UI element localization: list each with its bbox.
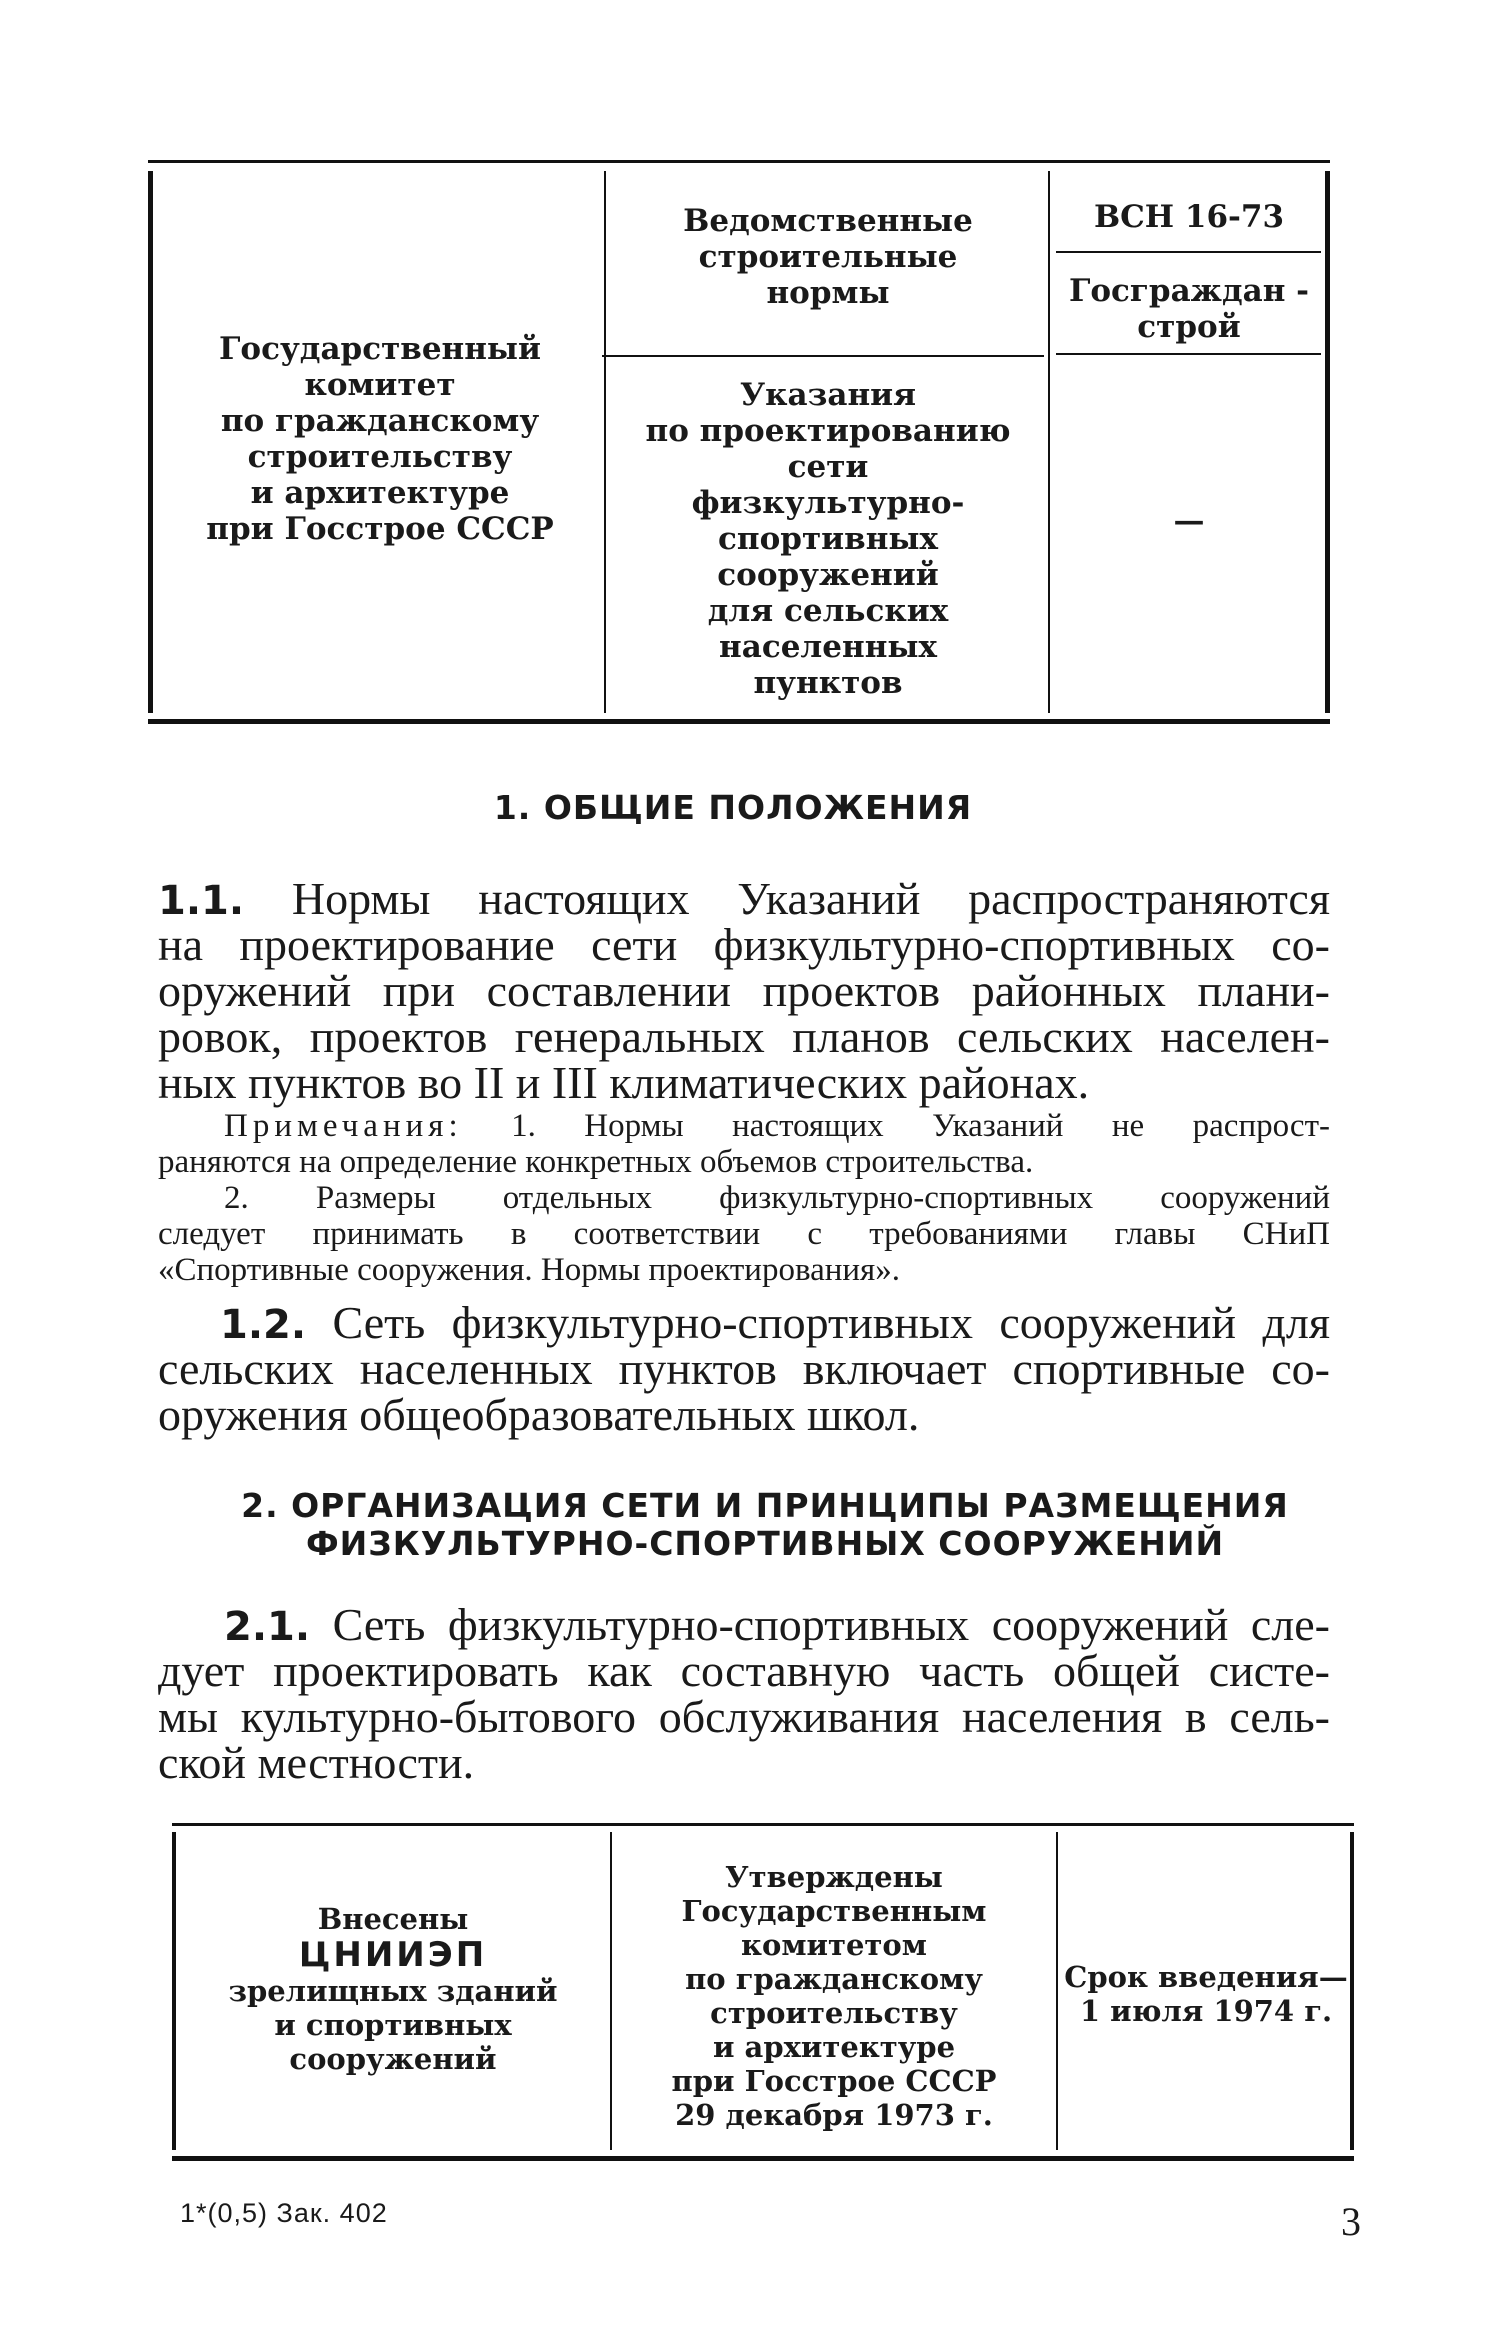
approval-table [172, 1823, 1354, 2161]
approved-line: по гражданскому [685, 1962, 983, 1996]
paragraph-line: сельских населенных пунктов включает спортивные со- [158, 1343, 1330, 1394]
doc-type-line: Ведомственные [683, 203, 973, 239]
approved-line: при Госстрое СССР [671, 2064, 997, 2098]
approved-line: комитетом [741, 1928, 927, 1962]
submitter-org: ЦНИИЭП [298, 1935, 488, 1975]
submitted-line: и спортивных [274, 2008, 512, 2042]
submitted-line: Внесены [317, 1902, 469, 1936]
approval-date: 29 декабря 1973 г. [675, 2098, 993, 2132]
replaces-cell [1054, 503, 1324, 539]
agency-line: по гражданскому [220, 403, 540, 439]
note-line: следует принимать в соответствии с требованиями главы СНиП [158, 1216, 1330, 1252]
row-divider [1056, 353, 1321, 355]
approved-line: Утверждены [725, 1860, 943, 1894]
doc-type-cell [610, 203, 1046, 311]
issuer-line: строй [1137, 309, 1241, 345]
submitted-by-cell [178, 1902, 608, 2076]
agency-cell [170, 331, 590, 547]
paragraph-line [158, 873, 1330, 924]
section-2-heading-line-2: ФИЗКУЛЬТУРНО-СПОРТИВНЫХ СООРУЖЕНИЙ [305, 1524, 1225, 1563]
paragraph-line: оружения общеобразовательных школ. [158, 1389, 920, 1440]
note-line: раняются на определение конкретных объемов строительства. [158, 1144, 1034, 1180]
code-cell [1054, 199, 1324, 235]
paragraph-line: ровок, проектов генеральных планов сельских населен- [158, 1011, 1330, 1062]
clause-text: Нормы настоящих Указаний распространяются [244, 873, 1330, 924]
title-line: сети [787, 449, 869, 485]
submitted-line: сооружений [289, 2042, 497, 2076]
column-divider [1048, 171, 1050, 713]
section-1-heading: 1. ОБЩИЕ ПОЛОЖЕНИЯ [493, 788, 973, 827]
clause-text: Сеть физкультурно-спортивных сооружений сле- [310, 1599, 1330, 1650]
notes-block [158, 1108, 1330, 1288]
column-divider [610, 1832, 612, 2150]
effective-label: Срок введения— [1064, 1960, 1348, 1994]
title-line: для сельских [707, 593, 949, 629]
section-2-heading-line-1: 2. ОРГАНИЗАЦИЯ СЕТИ И ПРИНЦИПЫ РАЗМЕЩЕНИЯ [241, 1486, 1289, 1525]
title-line: пунктов [753, 665, 903, 701]
table-border [172, 1832, 176, 2150]
column-divider [1056, 1832, 1058, 2150]
clause-number: 1.1. [158, 878, 245, 924]
replaces-dash: — [1173, 503, 1205, 539]
clause-number: 1.2. [220, 1302, 307, 1348]
title-line: спортивных [718, 521, 938, 557]
agency-line: и архитектуре [250, 475, 510, 511]
row-divider [1056, 251, 1321, 253]
submitted-line: зрелищных зданий [228, 1974, 558, 2008]
clause-number: 2.1. [224, 1604, 311, 1650]
note-line: 2. Размеры отдельных физкультурно-спортивных сооружений [224, 1180, 1330, 1216]
paragraph-1-2 [158, 1297, 1330, 1440]
title-line: по проектированию [645, 413, 1011, 449]
title-cell [610, 377, 1046, 701]
note-line [158, 1108, 1330, 1144]
row-divider [602, 355, 1044, 357]
title-line: физкультурно- [691, 485, 965, 521]
print-imprint: 1*(0,5) Зак. 402 [180, 2198, 388, 2228]
title-line: населенных [719, 629, 937, 665]
effective-date: 1 июля 1974 г. [1079, 1994, 1333, 2028]
title-line: Указания [739, 377, 917, 413]
doc-type-line: строительные [698, 239, 958, 275]
paragraph-1-1 [158, 873, 1330, 1108]
notes-label: Примечания: [224, 1108, 463, 1144]
title-line: сооружений [717, 557, 939, 593]
column-divider [604, 171, 606, 713]
approved-by-cell [616, 1860, 1052, 2132]
header-table [148, 160, 1330, 724]
table-border [148, 171, 153, 713]
paragraph-line [158, 1599, 1330, 1650]
paragraph-line: оружений при составлении проектов районных плани- [158, 965, 1330, 1016]
paragraph-line: ской местности. [158, 1737, 475, 1788]
effective-date-cell [1060, 1960, 1352, 2028]
approved-line: и архитектуре [712, 2030, 956, 2064]
agency-line: строительству [247, 439, 513, 475]
paragraph-line [158, 1297, 1330, 1348]
agency-line: комитет [304, 367, 456, 403]
note-text: 1. Нормы настоящих Указаний не распрост- [462, 1108, 1330, 1144]
agency-line: при Госстрое СССР [206, 511, 554, 547]
paragraph-2-1 [158, 1599, 1330, 1788]
paragraph-line: дует проектировать как составную часть общей систе- [158, 1645, 1330, 1696]
clause-text: Сеть физкультурно-спортивных сооружений для [306, 1297, 1330, 1348]
note-line: «Спортивные сооружения. Нормы проектирования». [158, 1252, 900, 1288]
issuer-line: Госграждан - [1068, 273, 1310, 309]
approved-line: строительству [710, 1996, 958, 2030]
agency-line: Государственный [218, 331, 542, 367]
document-code: ВСН 16-73 [1093, 199, 1285, 235]
paragraph-line: на проектирование сети физкультурно-спортивных со- [158, 919, 1330, 970]
table-border [1325, 171, 1330, 713]
page-number: 3 [1341, 2199, 1361, 2244]
paragraph-line: ных пунктов во II и III климатических районах. [158, 1057, 1090, 1108]
approved-line: Государственным [681, 1894, 987, 1928]
issuer-cell [1054, 273, 1324, 345]
doc-type-line: нормы [766, 275, 890, 311]
paragraph-line: мы культурно-бытового обслуживания населения в сель- [158, 1691, 1330, 1742]
